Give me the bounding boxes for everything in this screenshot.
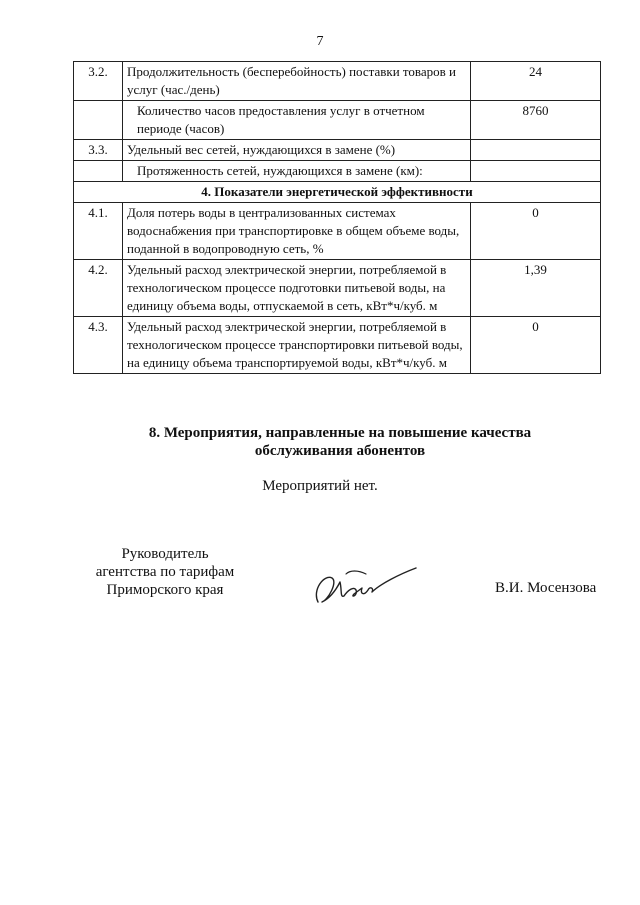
- row-text: Удельный расход электрической энергии, потребляемой в технологическом процессе подготовки питьевой воды, на единицу объема воды, отпускаемой в сеть, кВт*ч/куб. м: [123, 260, 471, 317]
- table-row: [74, 62, 601, 101]
- page-number: 7: [316, 34, 324, 49]
- row-text: Доля потерь воды в централизованных системах водоснабжения при транспортировке в общем объеме воды, поданной в водопроводную сеть, %: [123, 203, 471, 260]
- row-number: 3.2.: [74, 62, 123, 101]
- row-number: [74, 101, 123, 140]
- table-row: [74, 260, 601, 317]
- row-value: 24: [471, 62, 601, 101]
- section-row: [74, 182, 601, 203]
- signatory-position: [75, 545, 255, 599]
- row-text: Удельный расход электрической энергии, потребляемой в технологическом процессе транспортировки питьевой воды, на единицу объема транспортируемой воды, кВт*ч/куб. м: [123, 317, 471, 374]
- row-number: 4.1.: [74, 203, 123, 260]
- table-row: [74, 140, 601, 161]
- row-text: Протяженность сетей, нуждающихся в замене (км):: [123, 161, 471, 182]
- indicators-table: [73, 61, 601, 374]
- row-value: 0: [471, 317, 601, 374]
- row-value: 1,39: [471, 260, 601, 317]
- table-row: [74, 101, 601, 140]
- section-8-title-line1: 8. Мероприятия, направленные на повышение качества: [148, 425, 532, 441]
- row-value: [471, 161, 601, 182]
- signatory-name: В.И. Мосензова: [495, 580, 597, 596]
- row-value: 0: [471, 203, 601, 260]
- row-number: 3.3.: [74, 140, 123, 161]
- row-text: Количество часов предоставления услуг в отчетном периоде (часов): [123, 101, 471, 140]
- section-8-title: [60, 424, 620, 460]
- section-8-title-line2: обслуживания абонентов: [254, 443, 426, 459]
- row-number: 4.2.: [74, 260, 123, 317]
- row-number: 4.3.: [74, 317, 123, 374]
- table-row: [74, 203, 601, 260]
- signatory-line1: Руководитель: [121, 546, 209, 562]
- row-text: Продолжительность (бесперебойность) поставки товаров и услуг (час./день): [123, 62, 471, 101]
- row-text: Удельный вес сетей, нуждающихся в замене (%): [123, 140, 471, 161]
- row-number: [74, 161, 123, 182]
- row-value: 8760: [471, 101, 601, 140]
- row-value: [471, 140, 601, 161]
- handwritten-signature: [310, 560, 420, 608]
- signatory-line3: Приморского края: [106, 582, 224, 598]
- section-4-title: 4. Показатели энергетической эффективности: [74, 182, 601, 203]
- table-row: [74, 161, 601, 182]
- signatory-line2: агентства по тарифам: [95, 564, 235, 580]
- section-8-text: Мероприятий нет.: [262, 478, 378, 494]
- table-row: [74, 317, 601, 374]
